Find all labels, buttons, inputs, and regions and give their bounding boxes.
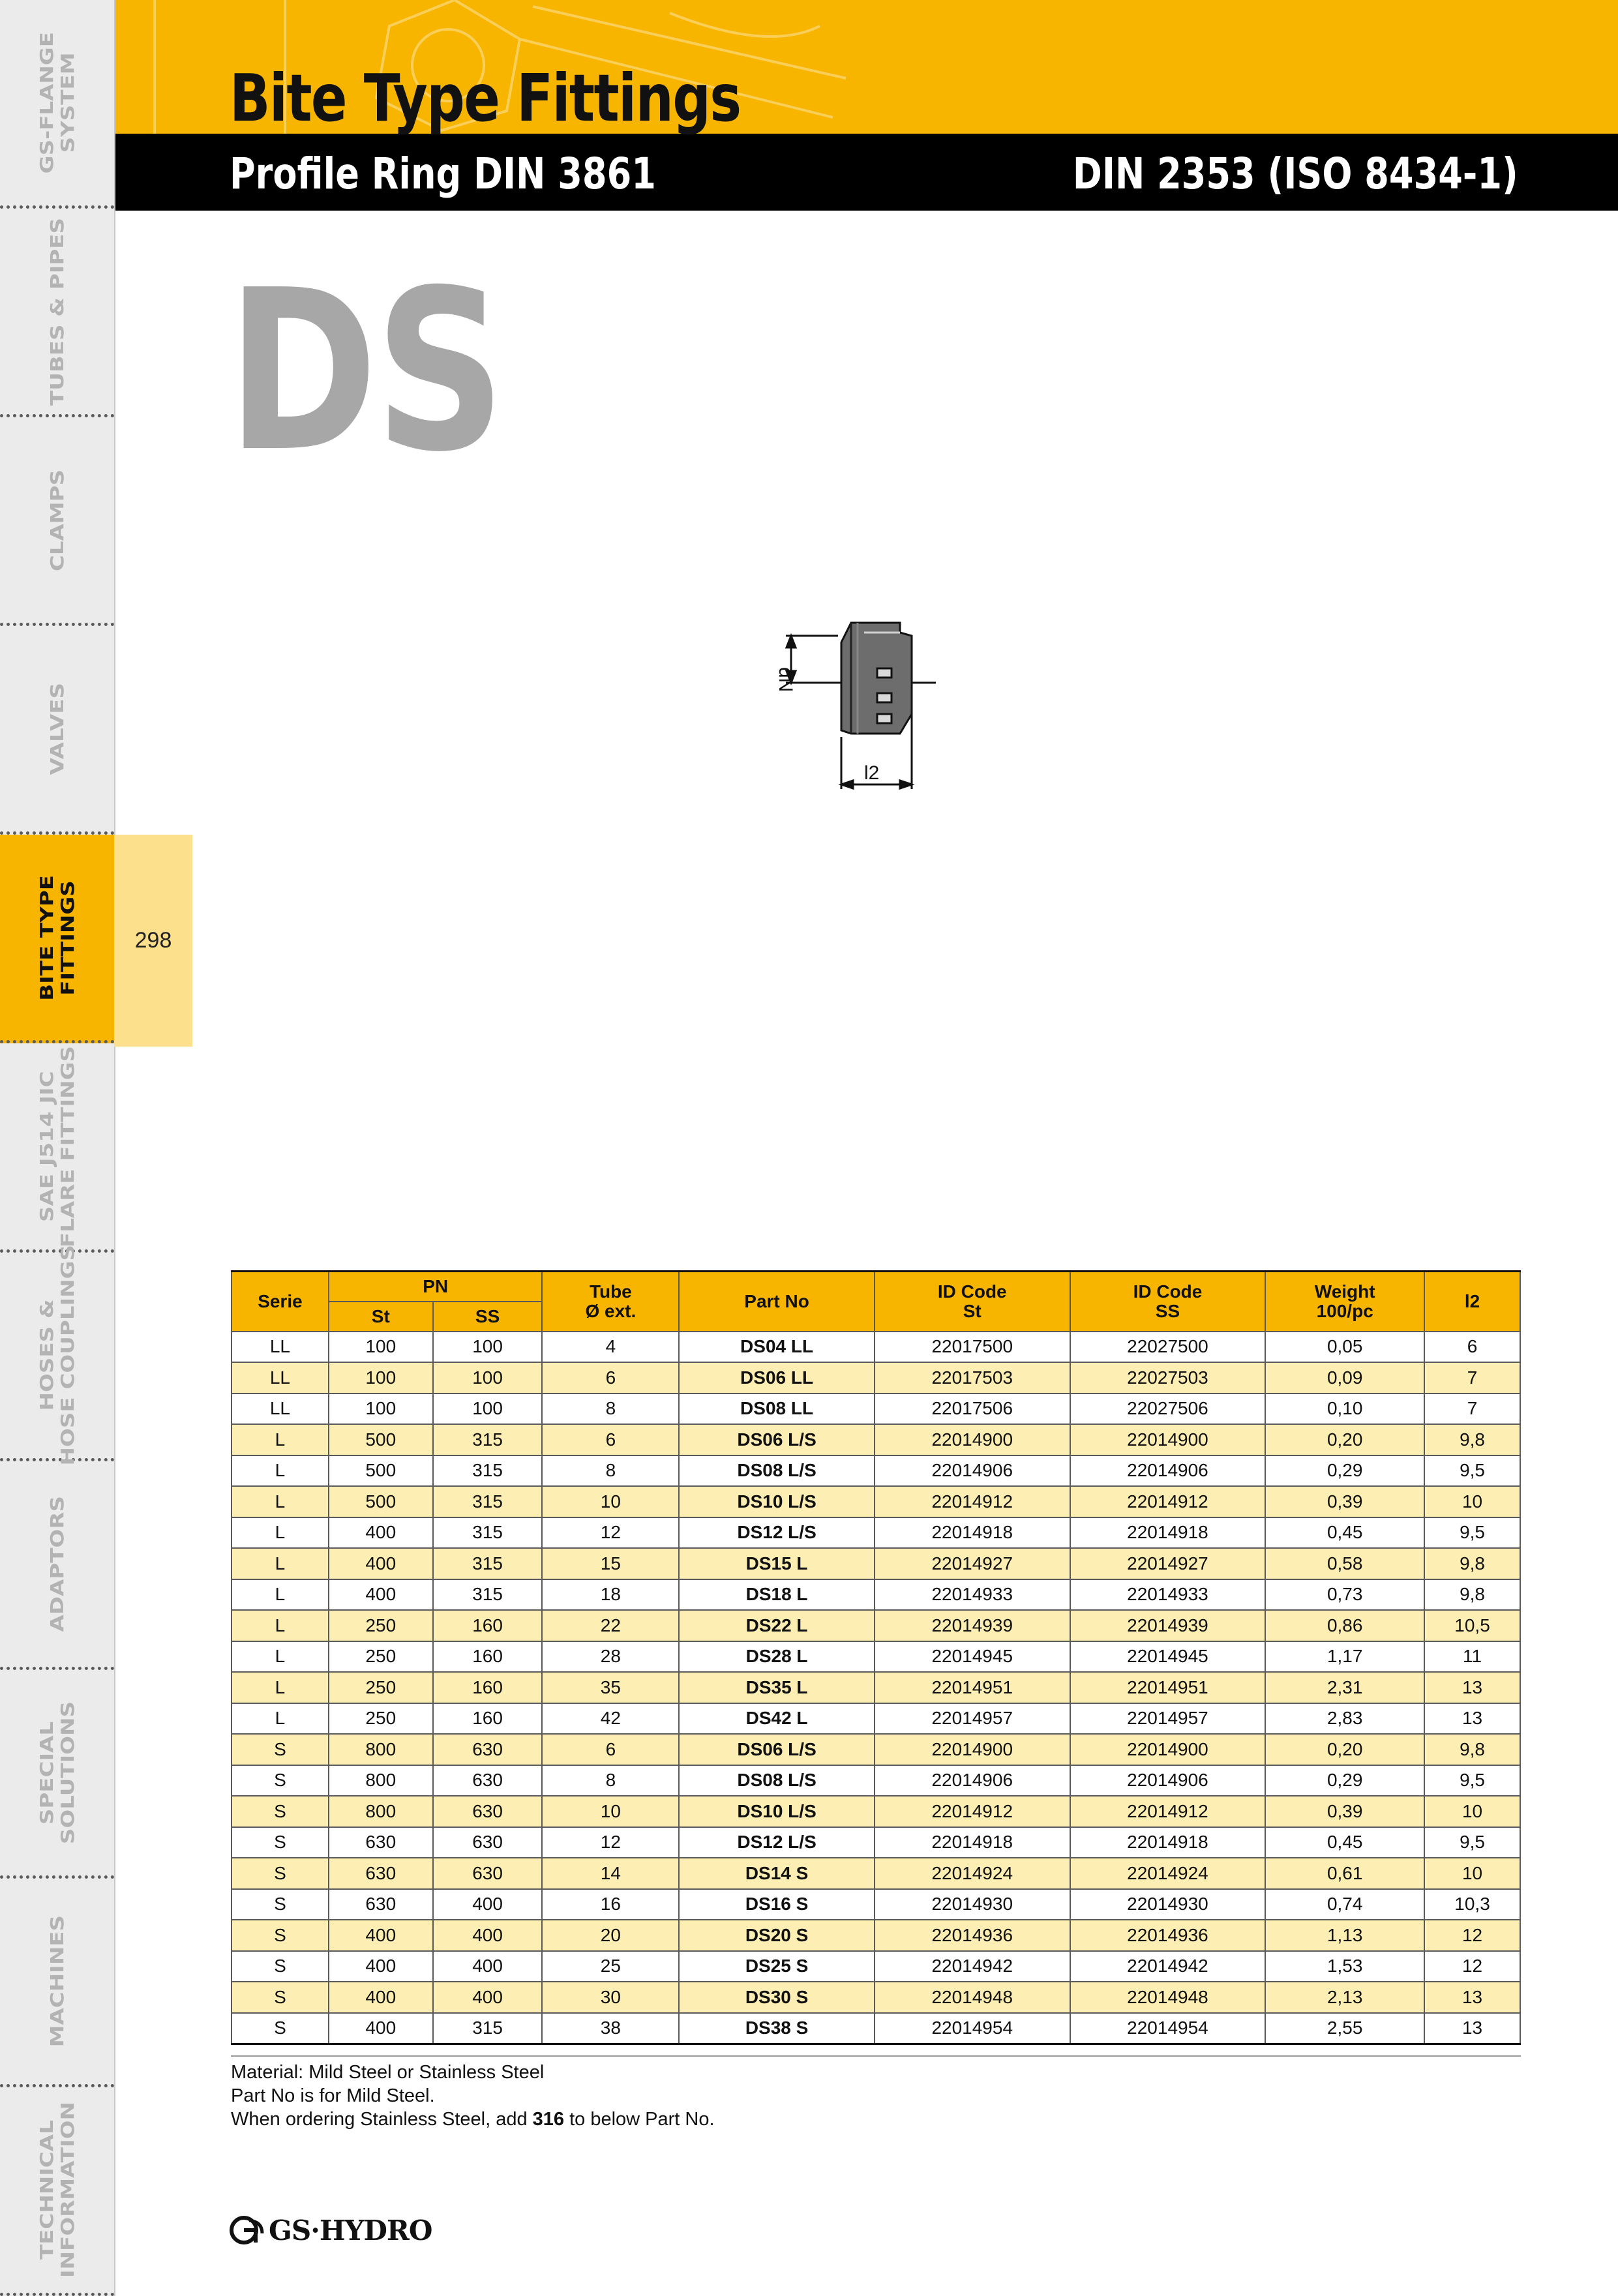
product-code: DS	[227, 243, 503, 501]
cell-pn-st: 250	[329, 1610, 433, 1641]
cell-id-ss: 22014951	[1070, 1672, 1266, 1703]
cell-tube: 4	[542, 1332, 679, 1363]
header-l2: l2	[1424, 1272, 1520, 1332]
header-id-st-line2: St	[963, 1300, 981, 1321]
sidebar-item-10[interactable]	[0, 1879, 114, 2087]
cell-id-st: 22014948	[875, 1982, 1070, 2013]
cell-l2: 9,5	[1424, 1827, 1520, 1858]
cell-id-st: 22014900	[875, 1734, 1070, 1765]
header-tube-line1: Tube	[589, 1281, 632, 1302]
cell-pn-st: 400	[329, 1982, 433, 2013]
cell-pn-st: 500	[329, 1424, 433, 1455]
table-row	[232, 1548, 1520, 1579]
header-tube	[542, 1272, 679, 1332]
cell-l2: 6	[1424, 1332, 1520, 1363]
cell-pn-ss: 100	[433, 1362, 543, 1394]
gs-hydro-logo	[230, 2211, 432, 2250]
cell-id-st: 22014954	[875, 2013, 1070, 2044]
cell-id-ss: 22014933	[1070, 1579, 1266, 1611]
cell-l2: 10,5	[1424, 1610, 1520, 1641]
cell-weight: 0,05	[1265, 1332, 1424, 1363]
cell-part-no: DS10 L/S	[679, 1796, 875, 1827]
cell-tube: 16	[542, 1889, 679, 1920]
profile-ring-drawing-icon	[760, 616, 936, 799]
cell-tube: 22	[542, 1610, 679, 1641]
cell-pn-st: 400	[329, 1579, 433, 1611]
cell-weight: 0,29	[1265, 1455, 1424, 1487]
cell-weight: 2,83	[1265, 1703, 1424, 1735]
dim-l2-label: l2	[864, 762, 880, 784]
cell-id-st: 22017503	[875, 1362, 1070, 1394]
sidebar-item-9[interactable]	[0, 1670, 114, 1879]
sidebar-item-label: HOSES & HOSE COUPLINGS	[36, 1244, 78, 1466]
cell-tube: 10	[542, 1486, 679, 1517]
cell-id-st: 22014945	[875, 1641, 1070, 1673]
page-number: 298	[134, 928, 172, 953]
cell-pn-st: 800	[329, 1765, 433, 1797]
cell-l2: 10	[1424, 1796, 1520, 1827]
table-row	[232, 1455, 1520, 1487]
cell-pn-st: 400	[329, 1517, 433, 1549]
cell-pn-ss: 160	[433, 1641, 543, 1673]
cell-l2: 9,8	[1424, 1424, 1520, 1455]
cell-serie: L	[232, 1548, 329, 1579]
sidebar-item-label: MACHINES	[46, 1915, 68, 2048]
table-row	[232, 1610, 1520, 1641]
header-id-ss	[1070, 1272, 1266, 1332]
cell-weight: 1,13	[1265, 1920, 1424, 1951]
cell-l2: 13	[1424, 1982, 1520, 2013]
cell-id-st: 22014918	[875, 1517, 1070, 1549]
table-row	[232, 1672, 1520, 1703]
cell-tube: 25	[542, 1951, 679, 1982]
cell-id-ss: 22014912	[1070, 1486, 1266, 1517]
note-stainless	[231, 2108, 715, 2131]
cell-l2: 9,5	[1424, 1455, 1520, 1487]
cell-serie: LL	[232, 1332, 329, 1363]
cell-pn-ss: 315	[433, 2013, 543, 2044]
cell-weight: 0,39	[1265, 1796, 1424, 1827]
cell-id-ss: 22027500	[1070, 1332, 1266, 1363]
cell-id-ss: 22014942	[1070, 1951, 1266, 1982]
cell-part-no: DS08 L/S	[679, 1765, 875, 1797]
gs-hydro-mark-icon	[230, 2214, 266, 2246]
cell-part-no: DS12 L/S	[679, 1827, 875, 1858]
cell-l2: 9,8	[1424, 1734, 1520, 1765]
cell-l2: 13	[1424, 1703, 1520, 1735]
cell-part-no: DS04 LL	[679, 1332, 875, 1363]
cell-tube: 20	[542, 1920, 679, 1951]
cell-l2: 10	[1424, 1858, 1520, 1889]
cell-weight: 0,29	[1265, 1765, 1424, 1797]
table-row	[232, 1641, 1520, 1673]
cell-id-ss: 22014906	[1070, 1455, 1266, 1487]
cell-tube: 8	[542, 1765, 679, 1797]
cell-part-no: DS06 LL	[679, 1362, 875, 1394]
standard-reference: DIN 2353 (ISO 8434-1)	[1073, 149, 1518, 199]
cell-part-no: DS28 L	[679, 1641, 875, 1673]
sidebar-item-4[interactable]	[0, 626, 114, 835]
header-part-no: Part No	[679, 1272, 875, 1332]
cell-serie: L	[232, 1641, 329, 1673]
cell-part-no: DS35 L	[679, 1672, 875, 1703]
header-id-ss-line1: ID Code	[1133, 1281, 1203, 1302]
table-row	[232, 1889, 1520, 1920]
sidebar-item-label: TUBES & PIPES	[46, 217, 68, 406]
cell-id-ss: 22014945	[1070, 1641, 1266, 1673]
cell-serie: LL	[232, 1362, 329, 1394]
cell-part-no: DS18 L	[679, 1579, 875, 1611]
cell-pn-ss: 400	[433, 1889, 543, 1920]
cell-serie: S	[232, 1796, 329, 1827]
note-stainless-prefix: When ordering Stainless Steel, add	[231, 2109, 533, 2130]
cell-weight: 0,45	[1265, 1517, 1424, 1549]
cell-id-st: 22014942	[875, 1951, 1070, 1982]
table-row	[232, 1332, 1520, 1363]
table-body	[232, 1332, 1520, 2044]
cell-serie: S	[232, 1827, 329, 1858]
cell-id-ss: 22014900	[1070, 1734, 1266, 1765]
cell-l2: 10	[1424, 1486, 1520, 1517]
cell-id-ss: 22014927	[1070, 1548, 1266, 1579]
cell-id-st: 22014939	[875, 1610, 1070, 1641]
cell-id-ss: 22014936	[1070, 1920, 1266, 1951]
sidebar-item-label: VALVES	[46, 683, 68, 775]
cell-pn-ss: 630	[433, 1734, 543, 1765]
cell-part-no: DS12 L/S	[679, 1517, 875, 1549]
cell-pn-ss: 315	[433, 1548, 543, 1579]
cell-l2: 11	[1424, 1641, 1520, 1673]
cell-part-no: DS38 S	[679, 2013, 875, 2044]
header-pn: PN	[329, 1272, 543, 1302]
cell-pn-ss: 315	[433, 1486, 543, 1517]
cell-part-no: DS14 S	[679, 1858, 875, 1889]
cell-pn-ss: 630	[433, 1858, 543, 1889]
cell-id-st: 22014906	[875, 1765, 1070, 1797]
cell-serie: S	[232, 1858, 329, 1889]
cell-tube: 35	[542, 1672, 679, 1703]
cell-l2: 9,8	[1424, 1579, 1520, 1611]
cell-serie: L	[232, 1703, 329, 1735]
table-row	[232, 1517, 1520, 1549]
header-weight-line2: 100/pc	[1316, 1300, 1373, 1321]
cell-serie: S	[232, 1951, 329, 1982]
cell-part-no: DS08 LL	[679, 1394, 875, 1425]
dim-dn-label: dN	[775, 667, 796, 693]
cell-part-no: DS06 L/S	[679, 1734, 875, 1765]
cell-part-no: DS16 S	[679, 1889, 875, 1920]
sidebar-item-label: CLAMPS	[46, 469, 68, 571]
table-row	[232, 1486, 1520, 1517]
cell-tube: 8	[542, 1455, 679, 1487]
cell-pn-st: 500	[329, 1455, 433, 1487]
sidebar-item-label: ADAPTORS	[46, 1495, 68, 1632]
header-weight-line1: Weight	[1314, 1281, 1375, 1302]
cell-id-st: 22014900	[875, 1424, 1070, 1455]
cell-id-st: 22014930	[875, 1889, 1070, 1920]
cell-weight: 0,20	[1265, 1734, 1424, 1765]
cell-serie: S	[232, 1920, 329, 1951]
cell-part-no: DS30 S	[679, 1982, 875, 2013]
cell-l2: 12	[1424, 1951, 1520, 1982]
cell-part-no: DS15 L	[679, 1548, 875, 1579]
cell-weight: 0,86	[1265, 1610, 1424, 1641]
header-weight	[1265, 1272, 1424, 1332]
sidebar-item-label: SPECIAL SOLUTIONS	[36, 1701, 78, 1844]
cell-part-no: DS10 L/S	[679, 1486, 875, 1517]
cell-weight: 2,13	[1265, 1982, 1424, 2013]
cell-tube: 6	[542, 1424, 679, 1455]
table-row	[232, 1982, 1520, 2013]
cell-l2: 7	[1424, 1394, 1520, 1425]
cell-pn-ss: 100	[433, 1394, 543, 1425]
cell-id-ss: 22014930	[1070, 1889, 1266, 1920]
cell-l2: 9,5	[1424, 1517, 1520, 1549]
cell-l2: 9,8	[1424, 1548, 1520, 1579]
logo-text: GS·HYDRO	[269, 2214, 432, 2246]
cell-serie: S	[232, 1889, 329, 1920]
cell-l2: 13	[1424, 1672, 1520, 1703]
cell-weight: 1,53	[1265, 1951, 1424, 1982]
spec-table	[231, 1270, 1521, 2045]
cell-weight: 0,61	[1265, 1858, 1424, 1889]
table-row	[232, 1394, 1520, 1425]
cell-tube: 14	[542, 1858, 679, 1889]
cell-serie: LL	[232, 1394, 329, 1425]
cell-tube: 18	[542, 1579, 679, 1611]
table-row	[232, 1734, 1520, 1765]
table-row	[232, 1362, 1520, 1394]
cell-serie: S	[232, 1734, 329, 1765]
cell-pn-ss: 100	[433, 1332, 543, 1363]
cell-serie: L	[232, 1424, 329, 1455]
notes-divider	[231, 2055, 1521, 2057]
cell-weight: 2,31	[1265, 1672, 1424, 1703]
cell-serie: S	[232, 1982, 329, 2013]
sidebar-item-7[interactable]	[0, 1244, 114, 1466]
cell-pn-st: 630	[329, 1858, 433, 1889]
cell-pn-ss: 630	[433, 1765, 543, 1797]
cell-tube: 6	[542, 1362, 679, 1394]
cell-pn-st: 250	[329, 1703, 433, 1735]
cell-serie: S	[232, 2013, 329, 2044]
cell-pn-st: 400	[329, 2013, 433, 2044]
table-row	[232, 2013, 1520, 2044]
cell-id-ss: 22027503	[1070, 1362, 1266, 1394]
cell-id-ss: 22014954	[1070, 2013, 1266, 2044]
cell-pn-ss: 630	[433, 1827, 543, 1858]
header-id-st	[875, 1272, 1070, 1332]
cell-pn-ss: 400	[433, 1920, 543, 1951]
cell-part-no: DS42 L	[679, 1703, 875, 1735]
sidebar-item-label: GS-FLANGE SYSTEM	[36, 31, 78, 174]
cell-weight: 0,39	[1265, 1486, 1424, 1517]
sidebar-item-5[interactable]	[0, 835, 114, 1043]
page-title: Bite Type Fittings	[230, 60, 741, 136]
table-row	[232, 1951, 1520, 1982]
cell-id-st: 22014951	[875, 1672, 1070, 1703]
cell-pn-ss: 400	[433, 1982, 543, 2013]
sidebar-item-11[interactable]	[0, 2087, 114, 2296]
header-id-st-line1: ID Code	[937, 1281, 1007, 1302]
table-row	[232, 1858, 1520, 1889]
sidebar-item-label: TECHNICAL INFORMATION	[36, 2102, 78, 2278]
section-sidebar	[0, 0, 115, 2296]
sidebar-item-6[interactable]	[0, 1044, 114, 1253]
cell-serie: L	[232, 1579, 329, 1611]
cell-id-ss: 22014924	[1070, 1858, 1266, 1889]
cell-serie: L	[232, 1455, 329, 1487]
note-part-no: Part No is for Mild Steel.	[231, 2085, 435, 2106]
cell-pn-st: 100	[329, 1394, 433, 1425]
cell-pn-ss: 315	[433, 1455, 543, 1487]
cell-l2: 9,5	[1424, 1765, 1520, 1797]
sidebar-item-8[interactable]	[0, 1461, 114, 1670]
header-pn-st: St	[329, 1302, 433, 1332]
cell-id-st: 22014936	[875, 1920, 1070, 1951]
cell-part-no: DS06 L/S	[679, 1424, 875, 1455]
sidebar-item-1[interactable]	[0, 0, 114, 209]
cell-tube: 6	[542, 1734, 679, 1765]
cell-id-ss: 22014957	[1070, 1703, 1266, 1735]
cell-pn-st: 250	[329, 1672, 433, 1703]
cell-tube: 10	[542, 1796, 679, 1827]
cell-pn-ss: 160	[433, 1610, 543, 1641]
cell-weight: 0,74	[1265, 1889, 1424, 1920]
table-row	[232, 1796, 1520, 1827]
cell-id-st: 22014918	[875, 1827, 1070, 1858]
cell-pn-st: 400	[329, 1951, 433, 1982]
cell-id-st: 22014933	[875, 1579, 1070, 1611]
cell-pn-st: 400	[329, 1548, 433, 1579]
cell-part-no: DS22 L	[679, 1610, 875, 1641]
table-row	[232, 1765, 1520, 1797]
cell-part-no: DS08 L/S	[679, 1455, 875, 1487]
cell-serie: L	[232, 1486, 329, 1517]
cell-weight: 0,20	[1265, 1424, 1424, 1455]
cell-tube: 30	[542, 1982, 679, 2013]
cell-id-st: 22014912	[875, 1796, 1070, 1827]
cell-pn-ss: 315	[433, 1517, 543, 1549]
cell-l2: 13	[1424, 2013, 1520, 2044]
sidebar-item-2[interactable]	[0, 209, 114, 417]
cell-part-no: DS20 S	[679, 1920, 875, 1951]
cell-weight: 0,09	[1265, 1362, 1424, 1394]
header-tube-line2: Ø ext.	[585, 1300, 637, 1321]
cell-id-ss: 22014948	[1070, 1982, 1266, 2013]
cell-weight: 0,58	[1265, 1548, 1424, 1579]
cell-tube: 38	[542, 2013, 679, 2044]
table-row	[232, 1920, 1520, 1951]
cell-id-st: 22014912	[875, 1486, 1070, 1517]
cell-pn-st: 100	[329, 1362, 433, 1394]
cell-id-st: 22014927	[875, 1548, 1070, 1579]
note-stainless-code: 316	[532, 2109, 565, 2130]
cell-id-ss: 22014918	[1070, 1517, 1266, 1549]
cell-pn-st: 630	[329, 1827, 433, 1858]
cell-tube: 12	[542, 1827, 679, 1858]
cell-id-ss: 22014900	[1070, 1424, 1266, 1455]
cell-pn-ss: 160	[433, 1703, 543, 1735]
cell-tube: 42	[542, 1703, 679, 1735]
cell-weight: 0,45	[1265, 1827, 1424, 1858]
cell-weight: 1,17	[1265, 1641, 1424, 1673]
cell-tube: 8	[542, 1394, 679, 1425]
cell-pn-st: 250	[329, 1641, 433, 1673]
cell-pn-st: 500	[329, 1486, 433, 1517]
header-id-ss-line2: SS	[1155, 1300, 1180, 1321]
cell-id-st: 22014924	[875, 1858, 1070, 1889]
sidebar-item-label: BITE TYPE FITTINGS	[36, 874, 78, 1001]
cell-weight: 2,55	[1265, 2013, 1424, 2044]
cell-pn-ss: 400	[433, 1951, 543, 1982]
cell-id-st: 22014906	[875, 1455, 1070, 1487]
note-material: Material: Mild Steel or Stainless Steel	[231, 2062, 545, 2083]
cell-weight: 0,10	[1265, 1394, 1424, 1425]
cell-part-no: DS25 S	[679, 1951, 875, 1982]
note-stainless-suffix: to below Part No.	[564, 2109, 715, 2130]
table-row	[232, 1827, 1520, 1858]
cell-serie: L	[232, 1610, 329, 1641]
cell-pn-ss: 315	[433, 1579, 543, 1611]
cell-serie: S	[232, 1765, 329, 1797]
cell-l2: 10,3	[1424, 1889, 1520, 1920]
page-number-tab	[114, 835, 192, 1047]
cell-id-st: 22017500	[875, 1332, 1070, 1363]
cell-id-st: 22017506	[875, 1394, 1070, 1425]
header-serie: Serie	[232, 1272, 329, 1332]
sidebar-item-3[interactable]	[0, 417, 114, 626]
cell-id-ss: 22027506	[1070, 1394, 1266, 1425]
cell-serie: L	[232, 1517, 329, 1549]
cell-tube: 28	[542, 1641, 679, 1673]
page-subtitle: Profile Ring DIN 3861	[230, 149, 656, 199]
notes	[231, 2061, 715, 2131]
table-row	[232, 1424, 1520, 1455]
header-pn-ss: SS	[433, 1302, 543, 1332]
sidebar-item-label: SAE J514 JIC FLARE FITTINGS	[36, 1045, 78, 1247]
cell-weight: 0,73	[1265, 1579, 1424, 1611]
cell-pn-ss: 630	[433, 1796, 543, 1827]
cell-pn-st: 100	[329, 1332, 433, 1363]
cell-pn-st: 800	[329, 1734, 433, 1765]
cell-l2: 12	[1424, 1920, 1520, 1951]
cell-pn-st: 400	[329, 1920, 433, 1951]
cell-tube: 12	[542, 1517, 679, 1549]
cell-pn-ss: 315	[433, 1424, 543, 1455]
table-row	[232, 1579, 1520, 1611]
table-row	[232, 1703, 1520, 1735]
cell-id-ss: 22014912	[1070, 1796, 1266, 1827]
cell-pn-st: 630	[329, 1889, 433, 1920]
cell-id-st: 22014957	[875, 1703, 1070, 1735]
cell-id-ss: 22014939	[1070, 1610, 1266, 1641]
cell-pn-ss: 160	[433, 1672, 543, 1703]
cell-tube: 15	[542, 1548, 679, 1579]
cell-id-ss: 22014906	[1070, 1765, 1266, 1797]
cell-l2: 7	[1424, 1362, 1520, 1394]
cell-id-ss: 22014918	[1070, 1827, 1266, 1858]
cell-pn-st: 800	[329, 1796, 433, 1827]
cell-serie: L	[232, 1672, 329, 1703]
